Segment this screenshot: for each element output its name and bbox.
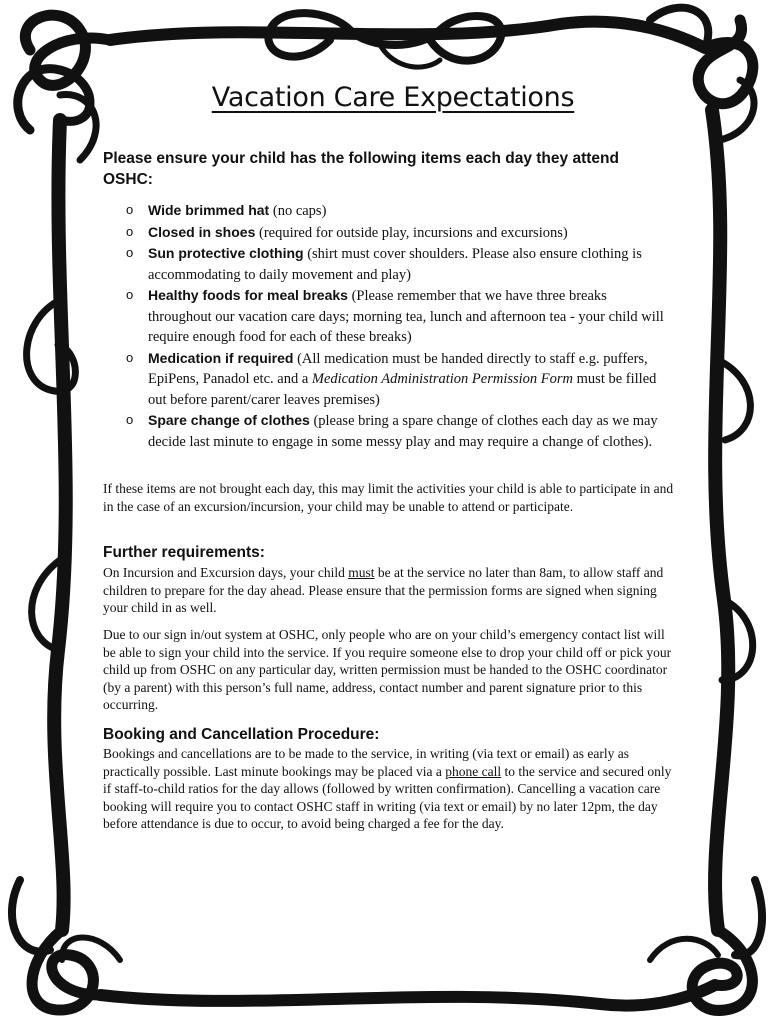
booking-paragraph: Bookings and cancellations are to be made to the service, in writing (via text or email) as early as practically possible. Last minute bookings may be placed via a phone call to the service and secured only if staff-to-child ratios for the day allows (followed by written confirmation). Cancelling a vacation care booking will require you to contact OSHC staff in writing (via text or email) by no later 12pm, the day before attendance is due to occur, to avoid being charged a fee for the day. <box>103 746 672 832</box>
intro-text: Please ensure your child has the following items each day they attend OSHC: <box>103 150 619 188</box>
list-item: o Sun protective clothing (shirt must cover shoulders. Please also ensure clothing is accommodating to daily movement and play) <box>103 243 673 285</box>
further-paragraph-2: Due to our sign in/out system at OSHC, only people who are on your child’s emergency contact list will be able to sign your child into the service. If you require someone else to drop your child off or pick your child up from OSHC on any particular day, written permission must be handed to the OSHC coordinator (by a parent) with this person’s full name, address, contact number and parent signature prior to this occurring. <box>103 627 672 713</box>
list-item: o Healthy foods for meal breaks (Please remember that we have three breaks throughout our vacation care days; morning tea, lunch and afternoon tea - your child will require enough food for each of these breaks) <box>103 285 673 348</box>
page-title: Vacation Care Expectations <box>211 82 575 113</box>
list-item: o Medication if required (All medication must be handed directly to staff e.g. puffers, EpiPens, Panadol etc. and a Medication Administration Permission Form must be filled out before parent/carer leaves premises) <box>103 348 673 411</box>
list-item: o Spare change of clothes (please bring a spare change of clothes each day as we may decide last minute to engage in some messy play and may require a change of clothes). <box>103 410 673 452</box>
list-item: o Wide brimmed hat (no caps) <box>103 200 673 222</box>
further-paragraph-1: On Incursion and Excursion days, your child must be at the service no later than 8am, to allow staff and children to prepare for the day ahead. Please ensure that the permission forms are signed when signing your child in as well. <box>103 565 664 616</box>
limit-note: If these items are not brought each day, this may limit the activities your child is able to participate in and in the case of an excursion/incursion, your child may be unable to attend or participate. <box>103 481 674 514</box>
list-item: o Closed in shoes (required for outside play, incursions and excursions) <box>103 222 673 244</box>
booking-heading: Booking and Cancellation Procedure: <box>103 726 380 743</box>
required-items-list <box>103 200 673 452</box>
further-requirements-heading: Further requirements: <box>103 544 265 561</box>
